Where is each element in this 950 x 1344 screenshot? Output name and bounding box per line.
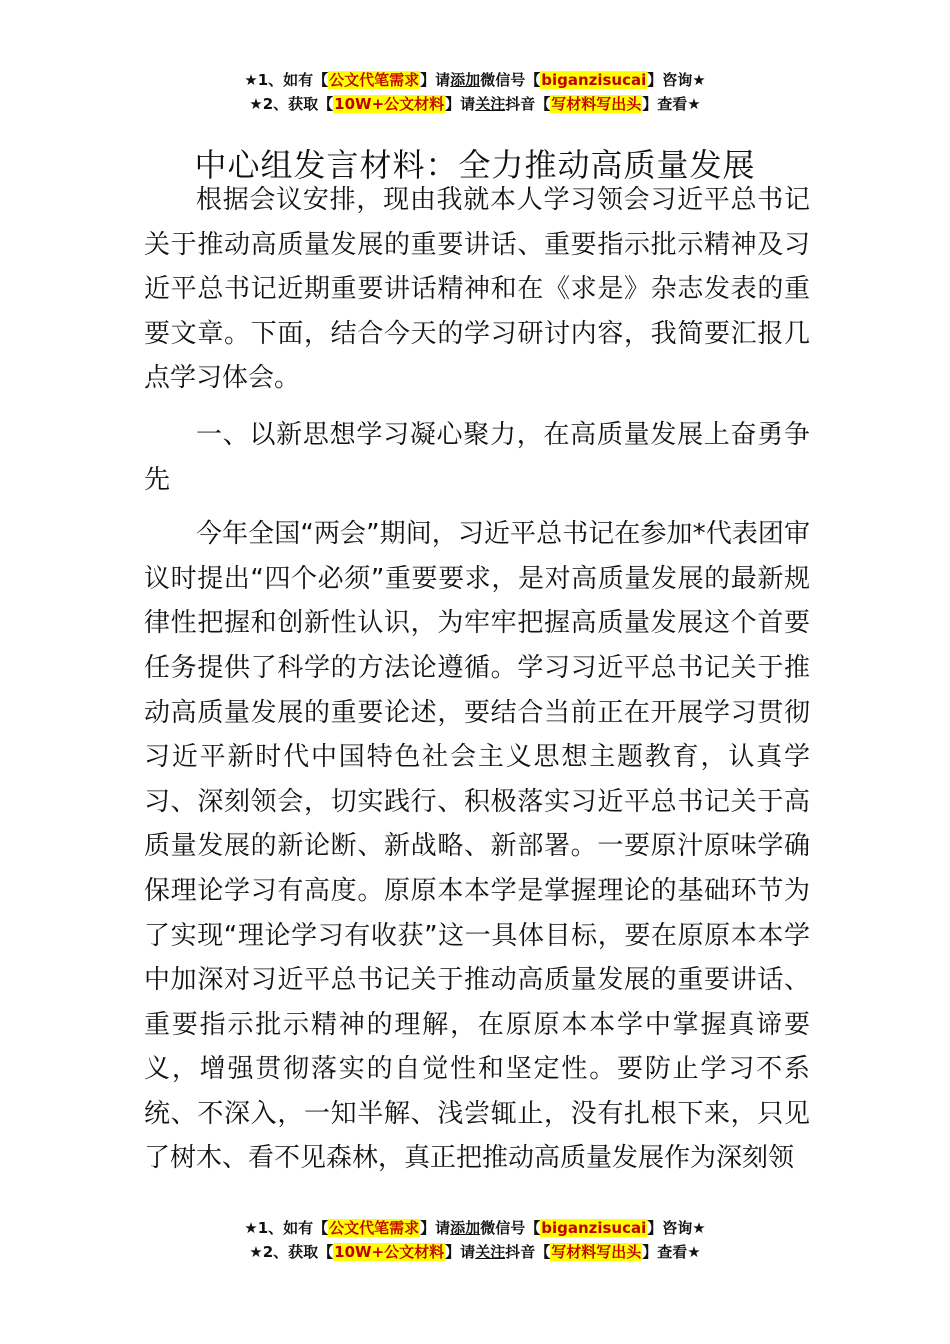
star-icon: ★ xyxy=(244,71,258,89)
star-icon: ★ xyxy=(692,1219,706,1237)
promo-banner-bottom xyxy=(0,1216,950,1264)
promo-line-2 xyxy=(0,1240,950,1264)
promo-emphasis: 添加 xyxy=(450,71,481,89)
promo-emphasis: 添加 xyxy=(450,1219,481,1237)
promo-text: 1、如有【 xyxy=(257,71,329,89)
star-icon: ★ xyxy=(687,95,701,113)
highlight-wechat-id: biganzisucai xyxy=(541,1219,647,1237)
promo-text: 】咨询 xyxy=(647,71,693,89)
highlight-service: 公文代笔需求 xyxy=(329,1219,420,1237)
promo-line-1 xyxy=(0,1216,950,1240)
promo-line-2 xyxy=(0,92,950,116)
promo-emphasis: 关注 xyxy=(475,95,506,113)
highlight-service: 公文代笔需求 xyxy=(329,71,420,89)
paragraph-intro: 根据会议安排，现由我就本人学习领会习近平总书记关于推动高质量发展的重要讲话、重要指示批示精神及习近平总书记近期重要讲话精神和在《求是》杂志发表的重要文章。下面，结合今天的学习研讨内容，我简要汇报几点学习体会。 xyxy=(144,185,810,394)
promo-text: 微信号【 xyxy=(480,1219,541,1237)
promo-text: 1、如有【 xyxy=(257,1219,329,1237)
highlight-materials: 10W+公文材料 xyxy=(334,1243,445,1261)
promo-banner-top xyxy=(0,68,950,116)
promo-text: 】查看 xyxy=(642,1243,688,1261)
document-body xyxy=(144,178,810,1193)
star-icon: ★ xyxy=(692,71,706,89)
promo-emphasis: 关注 xyxy=(475,1243,506,1261)
highlight-materials: 10W+公文材料 xyxy=(334,95,445,113)
document-title: 中心组发言材料：全力推动高质量发展 xyxy=(194,146,756,185)
promo-text: 微信号【 xyxy=(480,71,541,89)
paragraph-body: 今年全国“两会”期间，习近平总书记在参加*代表团审议时提出“四个必须”重要要求，是对高质量发展的最新规律性把握和创新性认识，为牢牢把握高质量发展这个首要任务提供了科学的方法论遵循。学习习近平总书记关于推动高质量发展的重要论述，要结合当前正在开展学习贯彻习近平新时代中国特色社会主义思想主题教育，认真学习、深刻领会，切实践行、积极落实习近平总书记关于高质量发展的新论断、新战略、新部署。一要原汁原味学确保理论学习有高度。原原本本学是掌握理论的基础环节为了实现“理论学习有收获”这一具体目标，要在原原本本学中加深对习近平总书记关于推动高质量发展的重要讲话、重要指示批示精神的理解，在原原本本学中掌握真谛要义，增强贯彻落实的自觉性和坚定性。要防止学习不系统、不深入，一知半解、浅尝辄止，没有扎根下来，只见了树木、看不见森林，真正把推动高质量发展作为深刻领 xyxy=(144,519,810,1174)
star-icon: ★ xyxy=(687,1243,701,1261)
promo-text: 】请 xyxy=(420,71,451,89)
promo-text: 】请 xyxy=(445,95,476,113)
highlight-douyin-account: 写材料写出头 xyxy=(551,1243,642,1261)
promo-text: 】请 xyxy=(420,1219,451,1237)
highlight-wechat-id: biganzisucai xyxy=(541,71,647,89)
promo-text: 2、获取【 xyxy=(262,1243,334,1261)
star-icon: ★ xyxy=(249,1243,263,1261)
star-icon: ★ xyxy=(244,1219,258,1237)
star-icon: ★ xyxy=(249,95,263,113)
promo-text: 抖音【 xyxy=(505,95,551,113)
promo-text: 2、获取【 xyxy=(262,95,334,113)
promo-text: 】咨询 xyxy=(647,1219,693,1237)
promo-text: 抖音【 xyxy=(505,1243,551,1261)
promo-text: 】查看 xyxy=(642,95,688,113)
promo-line-1 xyxy=(0,68,950,92)
promo-text: 】请 xyxy=(445,1243,476,1261)
highlight-douyin-account: 写材料写出头 xyxy=(551,95,642,113)
section-heading-1: 一、以新思想学习凝心聚力，在高质量发展上奋勇争先 xyxy=(144,419,810,495)
